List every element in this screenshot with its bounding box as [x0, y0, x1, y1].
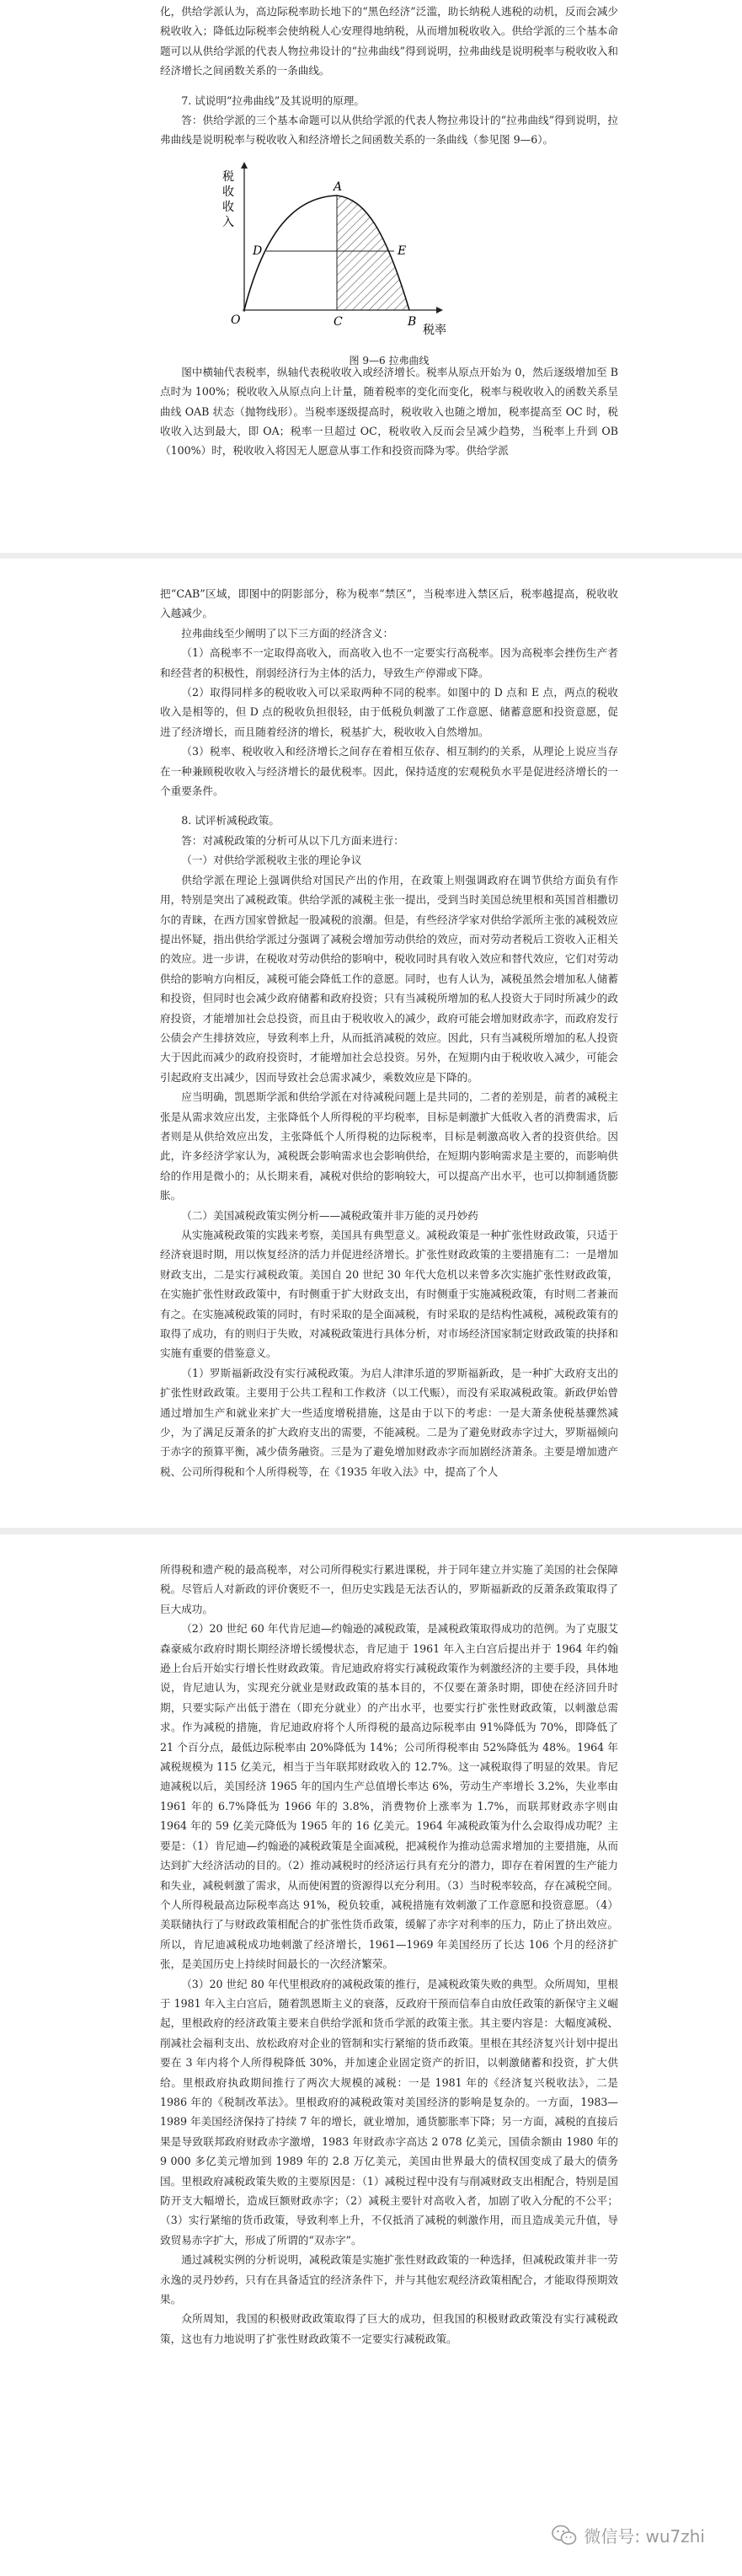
y-label-char-4: 入	[222, 215, 234, 229]
label-b: B	[408, 314, 417, 329]
wechat-watermark	[552, 2523, 705, 2547]
point-1: （1）高税率不一定取得高收入，而高收入也不一定要实行高税率。因为高税率会挫伤生产者和经营者的积极性，削弱经济行为主体的活力，导致生产停滞或下降。	[160, 646, 618, 679]
case-paragraph-2: （2）20 世纪 60 年代肯尼迪—约翰逊的减税政策，是减税政策取得成功的范例。为了克服艾森豪威尔政府时期长期经济增长缓慢状态，肯尼迪于 1961 年入主白宫后提出并于 1964 年约翰逊上台后开始实行增长性财政政策。肯尼迪政府将实行减税政策作为刺激经济的主要手段，具体地说，肯尼迪认为，实现充分就业是财政政策的基本目的，不仅要在萧条时期，即使在经济回升时期，只要实际产出低于潜在（即充分就业）的产出水平，也要实行扩张性财政政策，以刺激总需求。作为减税的措施，肯尼迪政府将个人所得税的最高边际税率由 91%降低为 70%，即降低了 21 个百分点，最低边际税率由 20%降低为 14%；公司所得税率由 52%降低为 48%。1964 年减税规模为 115 亿美元，相当于当年联邦财政收入的 12.7%。这一减税取得了明显的效果。肯尼迪减税以后，美国经济 1965 年的国内生产总值增长率达 6%，劳动生产率增长 3.2%，失业率由 1961 年的 6.7%降低为 1966 年的 3.8%，消费物价上涨率为 1.7%，而联邦财政赤字则由 1964 年的 59 亿美元降低为 1965 年的 16 亿美元。1964 年减税政策为什么会取得成功呢？主要是：（1）肯尼迪—约翰逊的减税政策是全面减税，把减税作为推动总需求增加的主要措施，从而达到扩大经济活动的目的。（2）推动减税时的经济运行具有充分的潜力，即存在着闲置的生产能力和失业，减税刺激了需求，从而使闲置的资源得以充分利用。（3）当时税率较高，存在减税空间。个人所得税最高边际税率高达 91%，税负较重，减税措施有效刺激了工作意愿和投资意愿。（4）美联储执行了与财政政策相配合的扩张性货币政策，缓解了赤字对利率的压力，防止了挤出效应。所以，肯尼迪减税成功地刺激了经济增长，1961—1969 年美国经历了长达 106 个月的经济扩张，是美国历史上持续时间最长的一次经济繁荣。	[160, 1622, 618, 1971]
page-1-content	[160, 2, 618, 461]
figure-explanation: 图中横轴代表税率，纵轴代表税收收入或经济增长。税率从原点开始为 0，然后逐级增加至 B 点时为 100%；税收收入从原点向上计量，随着税率的变化而变化，税率与税收收入的函数关系呈曲线 OAB 状态（抛物线形）。当税率逐级提高时，税收收入也随之增加，税率提高至 OC 时，税收收入达到最大，即 OA；税率一旦超过 OC，税收收入反而会呈减少趋势，当税率上升到 OB（100%）时，税收收入将因无人愿意从事工作和投资而降为零。供给学派	[160, 365, 618, 458]
question-7: 7. 试说明“拉弗曲线”及其说明的原理。	[181, 94, 365, 107]
watermark-text: 微信号: wu7zhi	[584, 2526, 705, 2547]
summary-line: 拉弗曲线至少阐明了以下三方面的经济含义：	[181, 626, 394, 640]
sub2-paragraph-1: 从实施减税政策的实践来考察，美国具有典型意义。减税政策是一种扩张性财政政策，只适于经济衰退时期，用以恢复经济的活力并促进经济增长。扩张性财政政策的主要措施有二：一是增加财政支出，二是实行减税政策。美国自 20 世纪 30 年代大危机以来曾多次实施扩张性财政政策，在实施扩张性财政政策中，有时侧重于扩大财政支出，有时侧重于实施减税政策，有时则二者兼而有之。在实施减税政策的同时，有时采取的是全面减税，有时采取的是结构性减税，减税政策有的取得了成功，有的则归于失败，对减税政策进行具体分析，对市场经济国家制定财政政策的抉择和实施有重要的借鉴意义。	[160, 1229, 618, 1360]
sub1-paragraph-1: 供给学派在理论上强调供给对国民产出的作用，在政策上则强调政府在调节供给方面负有作用，特别是突出了减税政策。供给学派的减税主张一提出，受到当时美国总统里根和英国首相撒切尔的青睐，在西方国家曾掀起一股减税的浪潮。但是，有些经济学家对供给学派所主张的减税效应提出怀疑，指出供给学派过分强调了减税会增加劳动供给的效应，而对劳动者税后工资收入正相关的效应。进一步讲，在税收对劳动供给的影响中，税收同时具有收入效应和替代效应，它们对劳动供给的影响方向相反，减税可能会降低工作的意愿。同时，也有人认为，减税虽然会增加私人储蓄和投资，但同时也会减少政府储蓄和政府投资；只有当减税所增加的私人投资大于同时所减少的政府投资，才能增加社会总投资，而且由于税收收入的减少，政府可能会增加财政赤字，而政府发行公债会产生排挤效应，导致利率上升，从而抵消减税的效应。因此，只有当减税所增加的私人投资大于因此而减少的政府投资时，才能增加社会总投资。另外，在短期内由于税收收入减少，可能会引起政府支出减少，因而导致社会总需求减少，乘数效应是下降的。	[160, 873, 618, 1084]
figure-caption: 图 9—6 拉弗曲线	[349, 355, 430, 367]
y-label-char-2: 收	[222, 185, 234, 199]
page-2	[0, 559, 742, 1528]
label-o: O	[231, 313, 241, 327]
point-2: （2）取得同样多的税收收入可以采取两种不同的税率。如图中的 D 点和 E 点，两点的税收收入是相等的，但 D 点的税收负担很轻，由于低税负刺激了工作意愿、储蓄意愿和投资意愿，促进了经济增长，而且随着经济的增长，税基扩大，税收收入自然增加。	[160, 686, 618, 738]
page-1	[0, 0, 742, 553]
wechat-icon	[552, 2525, 577, 2547]
intro-paragraph: 化，供给学派认为，高边际税率助长地下的“黑色经济”泛滥，助长纳税人逃税的动机，反而会减少税收收入；降低边际税率会使纳税人心安理得地纳税，从而增加税收收入。供给学派的三个基本命题可以从供给学派的代表人物拉弗设计的“拉弗曲线”得到说明，拉弗曲线是说明税率与税收收入和经济增长之间函数关系的一条曲线。	[160, 5, 618, 78]
point-3: （3）税率、税收收入和经济增长之间存在着相互依存、相互制约的关系，从理论上说应当存在一种兼顾税收收入与经济增长的最优税率。因此，保持适度的宏观税负水平是促进经济增长的一个重要条件。	[160, 745, 618, 798]
page-2-content	[160, 584, 618, 1481]
label-c: C	[334, 314, 343, 329]
case-paragraph-3: （3）20 世纪 80 年代里根政府的减税政策的推行，是减税政策失败的典型。众所周知，里根于 1981 年入主白宫后，随着凯恩斯主义的衰落，反政府干预而信奉自由放任政策的新保守主义崛起，里根政府的经济政策主要来自供给学派和货币学派的政策主张。其主要内容是：大幅度减税、削减社会福利支出、放松政府对企业的管制和实行紧缩的货币政策。里根在其经济复兴计划中提出要在 3 年内将个人所得税降低 30%，并加速企业固定资产的折旧，以刺激储蓄和投资，扩大供给。里根政府执政期间推行了两次大规模的减税：一是 1981 年的《经济复兴税收法》，二是 1986 年的《税制改革法》。里根政府的减税政策对美国经济的影响是复杂的。一方面，1983—1989 年美国经济保持了持续 7 年的增长，就业增加，通货膨胀率下降；另一方面，减税的直接后果是导致联邦政府财政赤字激增，1983 年财政赤字高达 2 078 亿美元，国债余额由 1980 年的 9 000 多亿美元增加到 1989 年的 2.8 万亿美元，美国由世界最大的债权国变成了最大的债务国。里根政府减税政策失败的主要原因是：（1）减税过程中没有与削减财政支出相配合，特别是国防开支大幅增长，造成巨额财政赤字；（2）减税主要针对高收入者，加剧了收入分配的不公平；（3）实行紧缩的货币政策，导致利率上升，不仅抵消了减税的刺激作用，而且造成美元升值，导致贸易赤字扩大，形成了所谓的“双赤字”。	[160, 1977, 618, 2247]
y-label-char-3: 收	[222, 200, 234, 214]
subheading-2: （二）美国减税政策实例分析——减税政策并非万能的灵丹妙药	[181, 1208, 478, 1222]
label-a: A	[334, 179, 343, 194]
sub2-paragraph-2: （1）罗斯福新政没有实行减税政策。为启人津津乐道的罗斯福新政，是一种扩大政府支出的扩张性财政政策。主要用于公共工程和工作救济（以工代赈），而没有采取减税政策。新政伊始曾通过增加生产和就业来扩大一些适度增税措施，这是由于以下的考虑：一是大萧条使税基骤然减少，为了满足反萧条的扩大政府支出的需要，不能减税。二是为了避免财政赤字过大，罗斯福倾向于赤字的预算平衡，减少债务融资。三是为了避免增加财政赤字而加剧经济萧条。主要是增加遗产税、公司所得税和个人所得税等，在《1935 年收入法》中，提高了个人	[160, 1366, 618, 1478]
conclusion-paragraph-2: 众所周知，我国的积极财政政策取得了巨大的成功，但我国的积极财政政策没有实行减税政策，这也有力地说明了扩张性财政政策不一定要实行减税政策。	[160, 2312, 618, 2345]
continued-text: 把“CAB”区域，即图中的阴影部分，称为税率“禁区”，当税率进入禁区后，税率越提高，税收收入越减少。	[160, 587, 618, 620]
continued-text: 所得税和遗产税的最高税率，对公司所得税实行累进课税，并于同年建立并实施了美国的社会保障税。尽管后人对新政的评价褒贬不一，但历史实践是无法否认的，罗斯福新政的反萧条政策取得了巨大成功。	[160, 1563, 618, 1615]
x-axis-label: 税率	[423, 323, 446, 337]
label-e: E	[398, 244, 407, 258]
page-3-content	[160, 1560, 618, 2348]
page-3	[0, 1534, 742, 2576]
label-d: D	[253, 244, 263, 258]
question-8-answer: 答：对减税政策的分析可从以下几方面来进行：	[181, 833, 404, 847]
conclusion-paragraph-1: 通过减税实例的分析说明，减税政策是实施扩张性财政政策的一种选择，但减税政策并非一劳永逸的灵丹妙药，只有在具备适宜的经济条件下，并与其他宏观经济政策相配合，才能取得预期效果。	[160, 2253, 618, 2306]
question-8: 8. 试评析减税政策。	[181, 814, 280, 827]
laffer-curve-diagram	[160, 152, 618, 345]
laffer-figure	[160, 152, 618, 367]
question-7-answer: 答：供给学派的三个基本命题可以从供给学派的代表人物拉弗设计的“拉弗曲线”得到说明，拉弗曲线是说明税率与税收收入和经济增长之间函数关系的一条曲线（参见图 9—6）。	[160, 114, 618, 147]
y-label-char-1: 税	[222, 169, 234, 184]
sub1-paragraph-2: 应当明确，凯恩斯学派和供给学派在对待减税问题上是共同的，二者的差别是，前者的减税主张是从需求效应出发，主张降低个人所得税的平均税率，目标是刺激扩大低收入者的消费需求，后者则是从供给效应出发，主张降低个人所得税的边际税率，目标是刺激高收入者的投资供给。因此，许多经济学家认为，减税既会影响需求也会影响供给，在短期内影响需求是主要的，而影响供给的作用是微小的；从长期来看，减税对供给的影响较大，可以提高产出水平，也可以抑制通货膨胀。	[160, 1090, 618, 1202]
subheading-1: （一）对供给学派税收主张的理论争议	[181, 854, 362, 867]
